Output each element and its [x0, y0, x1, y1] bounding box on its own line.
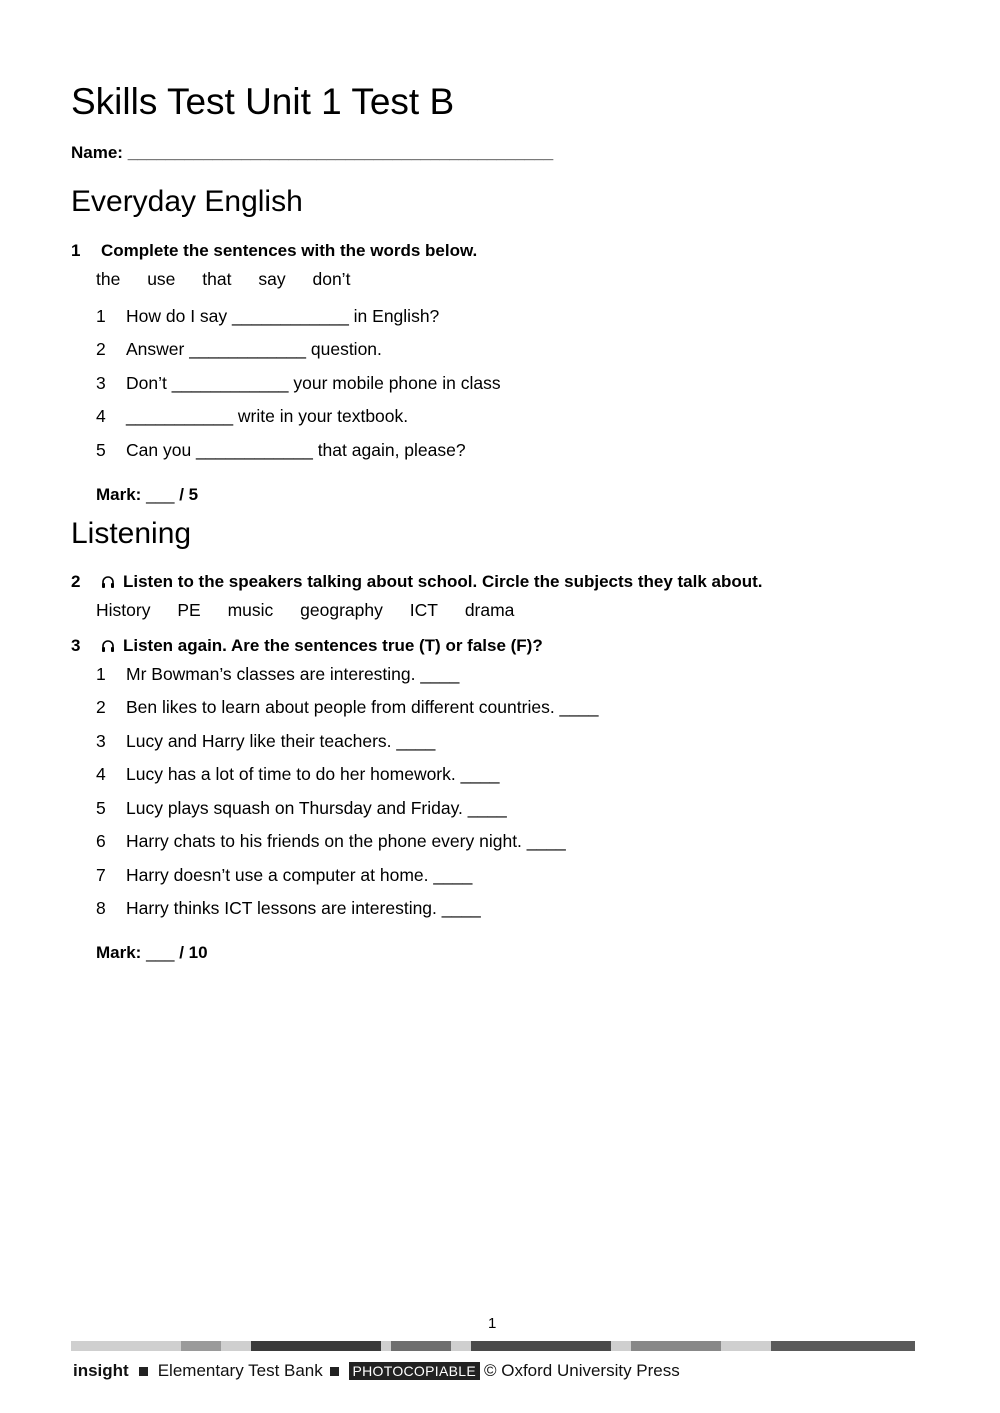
question-number: 2 — [71, 572, 81, 591]
question-2-instruction — [71, 571, 763, 593]
item-text: Lucy has a lot of time to do her homework. ____ — [126, 764, 500, 784]
list-item[interactable] — [96, 305, 439, 327]
subject-item[interactable]: History — [96, 600, 151, 620]
name-blank[interactable]: _____________________________________________ — [127, 143, 554, 162]
item-number: 2 — [96, 339, 106, 359]
footer — [73, 1361, 680, 1381]
list-item[interactable] — [96, 405, 408, 427]
item-number: 2 — [96, 697, 106, 717]
word-bank-item: use — [147, 269, 176, 289]
square-bullet-icon — [330, 1367, 339, 1376]
word-bank-item: say — [258, 269, 286, 289]
item-number: 6 — [96, 831, 106, 851]
square-bullet-icon — [139, 1367, 148, 1376]
item-number: 5 — [96, 440, 106, 460]
item-number: 1 — [96, 664, 106, 684]
mark-blank[interactable]: ___ — [146, 485, 175, 504]
instruction-text: Complete the sentences with the words below. — [101, 241, 478, 260]
mark-total: / 10 — [179, 943, 208, 962]
list-item[interactable] — [96, 830, 566, 852]
item-text: Harry chats to his friends on the phone every night. ____ — [126, 831, 566, 851]
section-heading-listening: Listening — [71, 517, 192, 550]
list-item[interactable] — [96, 439, 466, 461]
mark-section-2 — [96, 943, 208, 963]
item-number: 8 — [96, 898, 106, 918]
item-number: 3 — [96, 373, 106, 393]
question-number: 3 — [71, 636, 81, 655]
item-text: Ben likes to learn about people from different countries. ____ — [126, 697, 599, 717]
item-text: Harry thinks ICT lessons are interesting. ____ — [126, 898, 481, 918]
item-number: 1 — [96, 306, 106, 326]
question-3-instruction — [71, 635, 543, 657]
item-text: ___________ write in your textbook. — [126, 406, 409, 426]
instruction-text: Listen again. Are the sentences true (T) or false (F)? — [123, 636, 543, 655]
word-bank-item: the — [96, 269, 121, 289]
subject-item[interactable]: music — [227, 600, 274, 620]
instruction-text: Listen to the speakers talking about school. Circle the subjects they talk about. — [123, 572, 763, 591]
question-number: 1 — [71, 241, 81, 260]
item-number: 7 — [96, 865, 106, 885]
subject-item[interactable]: PE — [177, 600, 201, 620]
page-title: Skills Test Unit 1 Test B — [71, 81, 455, 122]
list-item[interactable] — [96, 763, 500, 785]
page-number: 1 — [488, 1315, 497, 1332]
item-text: Don’t ____________ your mobile phone in class — [126, 373, 501, 393]
list-item[interactable] — [96, 696, 598, 718]
item-text: How do I say ____________ in English? — [126, 306, 440, 326]
section-heading-everyday-english: Everyday English — [71, 185, 303, 218]
item-text: Can you ____________ that again, please? — [126, 440, 466, 460]
item-text: Answer ____________ question. — [126, 339, 382, 359]
footer-book-title: Elementary Test Bank — [157, 1361, 323, 1380]
list-item[interactable] — [96, 372, 501, 394]
headphones-icon — [101, 573, 123, 595]
word-bank — [96, 269, 372, 290]
subject-item[interactable]: drama — [464, 600, 515, 620]
item-text: Lucy and Harry like their teachers. ____ — [126, 731, 436, 751]
subject-item[interactable]: ICT — [409, 600, 438, 620]
headphones-icon — [101, 637, 123, 659]
list-item[interactable] — [96, 730, 435, 752]
list-item[interactable] — [96, 797, 507, 819]
mark-total: / 5 — [179, 485, 199, 504]
item-text: Harry doesn’t use a computer at home. ____ — [126, 865, 473, 885]
photocopiable-badge: PHOTOCOPIABLE — [349, 1362, 480, 1380]
mark-label: Mark: — [96, 485, 142, 504]
mark-section-1 — [96, 485, 198, 505]
item-number: 3 — [96, 731, 106, 751]
name-label: Name: — [71, 143, 123, 162]
list-item[interactable] — [96, 663, 459, 685]
item-number: 5 — [96, 798, 106, 818]
mark-blank[interactable]: ___ — [146, 943, 175, 962]
list-item[interactable] — [96, 864, 472, 886]
footer-decorative-bar — [71, 1341, 915, 1351]
list-item[interactable] — [96, 897, 481, 919]
item-text: Mr Bowman’s classes are interesting. ____ — [126, 664, 460, 684]
word-bank-item: don’t — [312, 269, 351, 289]
list-item[interactable] — [96, 338, 382, 360]
name-field[interactable] — [71, 143, 553, 163]
item-number: 4 — [96, 406, 106, 426]
footer-publisher: © Oxford University Press — [483, 1361, 680, 1380]
item-text: Lucy plays squash on Thursday and Friday. ____ — [126, 798, 507, 818]
subject-item[interactable]: geography — [300, 600, 383, 620]
question-1-instruction — [71, 240, 477, 262]
subject-list — [96, 600, 536, 621]
brand-logo: insight — [73, 1361, 129, 1380]
mark-label: Mark: — [96, 943, 142, 962]
word-bank-item: that — [202, 269, 232, 289]
item-number: 4 — [96, 764, 106, 784]
